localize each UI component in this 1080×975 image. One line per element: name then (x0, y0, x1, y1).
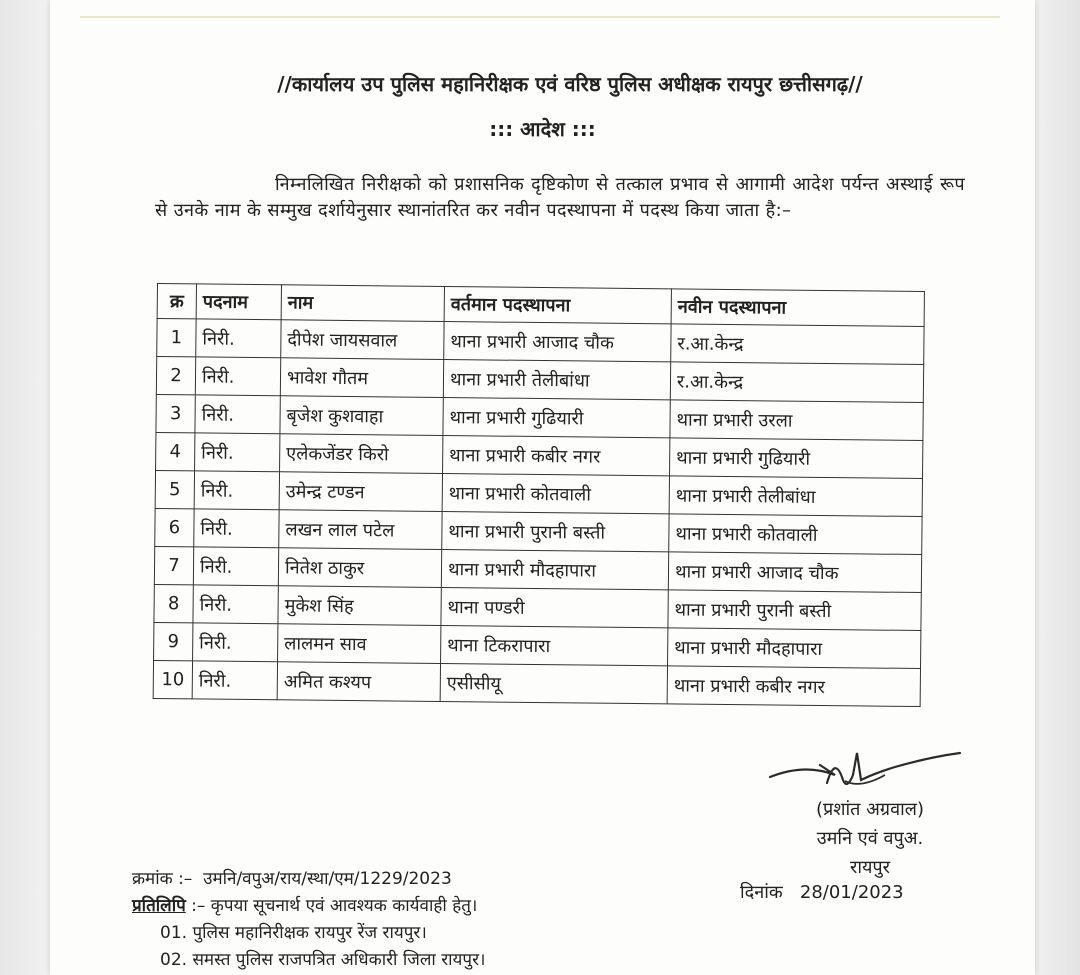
cell-serial: 3 (156, 394, 195, 432)
cell-serial: 2 (156, 357, 195, 395)
cell-current-posting: थाना पण्डरी (441, 587, 668, 627)
cell-new-posting: थाना प्रभारी गुढियारी (670, 438, 923, 479)
order-date (740, 880, 904, 904)
cell-current-posting: थाना प्रभारी गुढियारी (443, 398, 670, 438)
date-label: दिनांक (740, 882, 783, 903)
cell-name: उमेन्द्र टण्डन (279, 472, 442, 512)
cell-current-posting: थाना प्रभारी कबीर नगर (443, 436, 670, 476)
cell-designation: निरी. (194, 471, 279, 510)
copy-line (132, 893, 485, 920)
col-new-posting: नवीन पदस्थापना (671, 289, 924, 327)
cell-designation: निरी. (192, 661, 277, 700)
cell-current-posting: एसीसीयू (440, 663, 667, 703)
cell-current-posting: थाना प्रभारी कोतवाली (442, 474, 669, 514)
table-row (153, 660, 920, 706)
signatory-place: रायपुर (849, 857, 891, 878)
cell-designation: निरी. (194, 509, 279, 548)
cell-serial: 5 (155, 470, 194, 508)
signatory-designation: उमनि एवं वपुअ. (816, 828, 924, 849)
cell-designation: निरी. (195, 395, 280, 434)
cell-current-posting: थाना प्रभारी आजाद चौक (444, 322, 671, 362)
cell-serial: 7 (154, 546, 193, 584)
cell-designation: निरी. (196, 319, 281, 358)
reference-label: क्रमांक :– (132, 869, 193, 889)
recipient-item: 02. समस्त पुलिस राजपत्रित अधिकारी जिला रायपुर। (160, 950, 486, 970)
order-paragraph: निम्नलिखित निरीक्षको को प्रशासनिक दृष्टिकोण से तत्काल प्रभाव से आगामी आदेश पर्यन्त अस्थाई रूप से उनके नाम के सम्मुख दर्शायेनुसार स्थानांतरित कर नवीन पदस्थापना में पदस्थ किया जाता है:– (155, 174, 965, 221)
cell-name: मुकेश सिंह (278, 586, 441, 626)
cell-new-posting: र.आ.केन्द्र (671, 324, 924, 365)
cell-designation: निरी. (195, 357, 280, 396)
cell-serial: 8 (154, 584, 193, 622)
top-rule (80, 16, 1000, 18)
copy-text: :– कृपया सूचनार्थ एवं आवश्यक कार्यवाही हेतु। (191, 896, 478, 916)
col-designation: पदनाम (196, 284, 281, 320)
cell-name: बृजेश कुशवाहा (280, 396, 443, 436)
cell-current-posting: थाना प्रभारी मौदहापारा (441, 549, 668, 589)
copy-label: प्रतिलिपि (132, 896, 186, 916)
footer-block (132, 866, 485, 974)
signatory-block (750, 795, 990, 882)
cell-name: दीपेश जायसवाल (281, 320, 444, 360)
cell-name: अमित कश्यप (277, 662, 440, 702)
signatory-name: (प्रशांत अग्रवाल) (816, 799, 924, 820)
cell-serial: 9 (154, 622, 193, 660)
cell-designation: निरी. (193, 547, 278, 586)
photo-background-right (1035, 0, 1080, 975)
cell-current-posting: थाना प्रभारी पुरानी बस्ती (442, 511, 669, 551)
reference-line (132, 866, 485, 893)
col-serial: क्र (157, 284, 196, 319)
cell-designation: निरी. (193, 585, 278, 624)
cell-designation: निरी. (193, 623, 278, 662)
cell-name: एलेकजेंडर किरो (280, 434, 443, 474)
cell-name: लालमन साव (278, 624, 441, 664)
order-title: ::: आदेश ::: (489, 117, 596, 141)
cell-new-posting: थाना प्रभारी कोतवाली (669, 514, 922, 555)
cell-new-posting: थाना प्रभारी कबीर नगर (667, 666, 920, 707)
cell-name: नितेश ठाकुर (278, 548, 441, 588)
cell-current-posting: थाना प्रभारी तेलीबांधा (443, 360, 670, 400)
reference-number: उमनि/वपुअ/राय/स्था/एम/1229/2023 (203, 869, 452, 889)
cell-serial: 1 (157, 319, 196, 357)
cell-serial: 6 (155, 508, 194, 546)
cell-name: भावेश गौतम (280, 358, 443, 398)
date-value: 28/01/2023 (799, 882, 904, 903)
cell-new-posting: थाना प्रभारी उरला (670, 400, 923, 441)
cell-current-posting: थाना टिकरापारा (441, 625, 668, 665)
recipient-item: 01. पुलिस महानिरीक्षक रायपुर रेंज रायपुर। (160, 923, 427, 943)
transfer-table (153, 283, 925, 707)
cell-name: लखन लाल पटेल (279, 510, 442, 550)
document-page (50, 0, 1035, 975)
cell-new-posting: थाना प्रभारी पुरानी बस्ती (668, 590, 921, 631)
cell-designation: निरी. (195, 433, 280, 472)
cell-new-posting: थाना प्रभारी मौदहापारा (668, 628, 921, 669)
col-current-posting: वर्तमान पदस्थापना (444, 287, 671, 324)
cell-serial: 10 (153, 660, 192, 698)
cell-serial: 4 (156, 432, 195, 470)
cell-new-posting: र.आ.केन्द्र (670, 362, 923, 403)
cell-new-posting: थाना प्रभारी आजाद चौक (668, 552, 921, 593)
col-name: नाम (281, 285, 444, 322)
photo-background-left (0, 0, 50, 975)
cell-new-posting: थाना प्रभारी तेलीबांधा (669, 476, 922, 517)
office-header: //कार्यालय उप पुलिस महानिरीक्षक एवं वरिष्ठ पुलिस अधीक्षक रायपुर छत्तीसगढ़// (277, 72, 863, 96)
